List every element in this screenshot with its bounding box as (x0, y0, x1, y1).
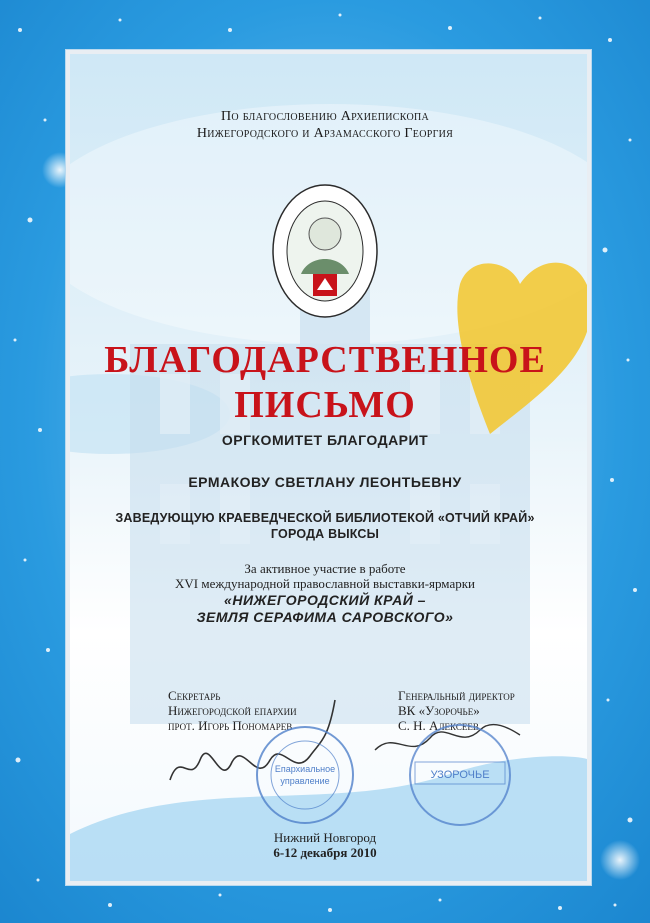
event-line-2: ЗЕМЛЯ СЕРАФИМА САРОВСКОГО» (196, 609, 454, 625)
signatures-and-stamps (160, 690, 540, 830)
footer-city: Нижний Новгород (273, 830, 377, 845)
recipient-position (0, 510, 650, 542)
reason-line-1: За активное участие в работе (244, 561, 406, 576)
position-line-2: ГОРОДА ВЫКСЫ (270, 527, 380, 541)
blessing-line-2: Нижегородского и Арзамасского Георгия (196, 126, 454, 141)
blessing-line-1: По благословению Архиепископа (220, 109, 430, 124)
recipient-name: ЕРМАКОВУ СВЕТЛАНУ ЛЕОНТЬЕВНУ (188, 474, 462, 490)
title-line-1: БЛАГОДАРСТВЕННОЕ (104, 339, 546, 381)
right-sign-name: С. Н. Алексеев (398, 718, 479, 733)
blessing-header (0, 108, 650, 142)
left-stamp-text-1: Епархиальное (274, 764, 336, 774)
footer-date: 6-12 декабря 2010 (273, 845, 377, 860)
right-sign-org: ВК «Узорочье» (398, 703, 480, 718)
left-sign-name: прот. Игорь Пономарев (168, 718, 293, 733)
left-sign-title: Секретарь (168, 688, 221, 703)
title-line-2: ПИСЬМО (234, 384, 416, 426)
right-stamp-text: УЗОРОЧЬЕ (430, 769, 490, 781)
event-name (0, 592, 650, 626)
saint-seraphim-emblem (271, 182, 379, 320)
reason-line-2: XVI международной православной выставки-ярмарки (175, 576, 475, 591)
committee-thanks: ОРГКОМИТЕТ БЛАГОДАРИТ (221, 432, 429, 448)
right-handwritten-signature (375, 725, 520, 750)
position-line-1: ЗАВЕДУЮЩУЮ КРАЕВЕДЧЕСКОЙ БИБЛИОТЕКОЙ «ОТЧИЙ КРАЙ» (115, 511, 535, 525)
left-sign-org: Нижегородской епархии (168, 703, 297, 718)
right-sign-title: Генеральный директор (398, 688, 515, 703)
place-and-date (0, 830, 650, 860)
event-line-1: «НИЖЕГОРОДСКИЙ КРАЙ – (224, 592, 426, 608)
reason-text (0, 561, 650, 591)
left-stamp-text-2: управление (280, 776, 330, 786)
